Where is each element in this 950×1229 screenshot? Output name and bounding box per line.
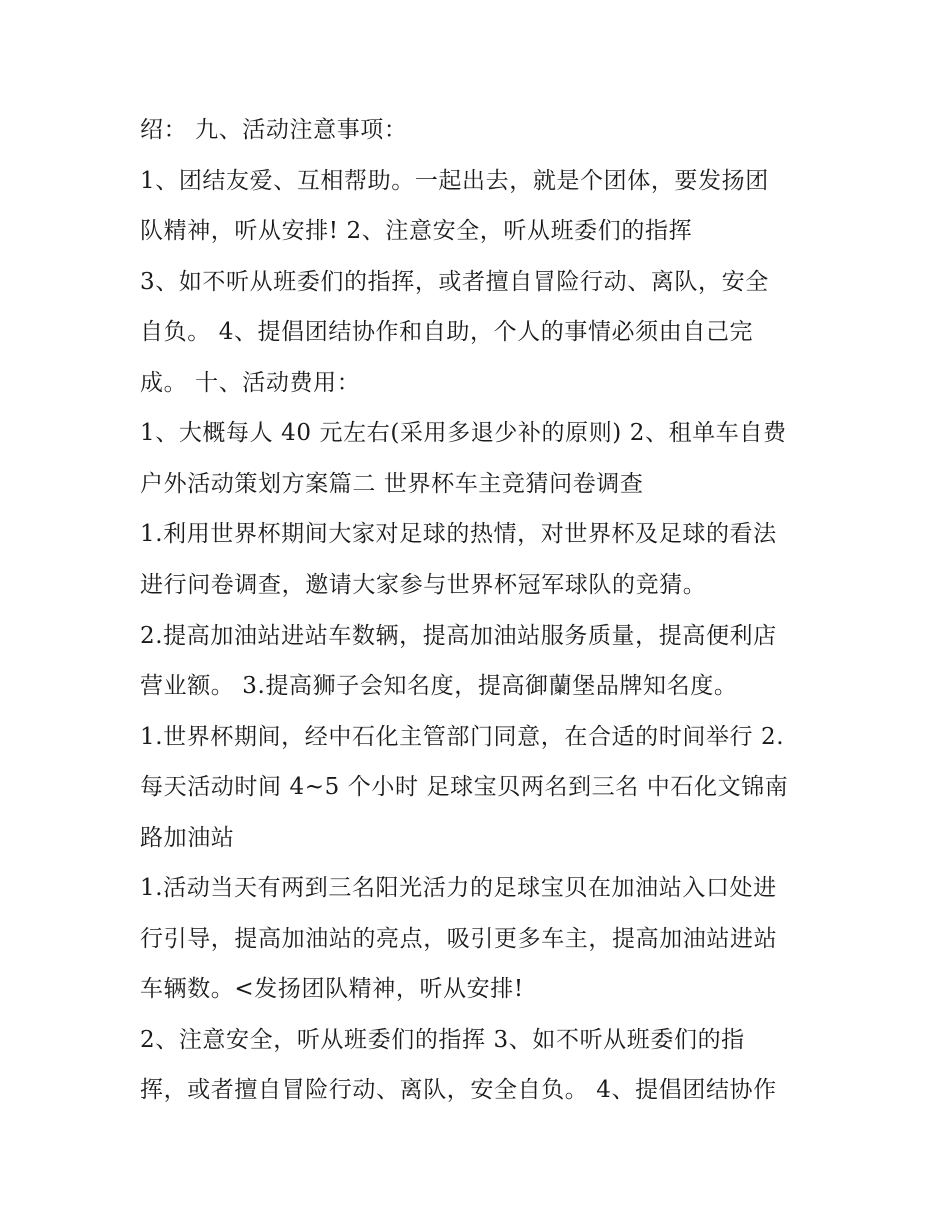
text-line-18: 车辆数。<发扬团队精神，听从安排!: [140, 976, 524, 1002]
text-line-20: 挥，或者擅自冒险行动、离队，安全自负。 4、提倡团结协作: [140, 1077, 777, 1103]
text-line-15: 路加油站: [140, 825, 235, 851]
text-line-16: 1.活动当天有两到三名阳光活力的足球宝贝在加油站入口处进: [140, 875, 777, 901]
text-line-6: 成。 十、活动费用：: [140, 370, 361, 396]
text-line-5: 自负。 4、提倡团结协作和自助，个人的事情必须由自己完: [140, 319, 754, 345]
text-line-3: 队精神，听从安排! 2、注意安全，听从班委们的指挥: [140, 218, 693, 244]
text-line-2: 1、团结友爱、互相帮助。一起出去，就是个团体，要发扬团: [140, 168, 769, 194]
text-line-11: 2.提高加油站进站车数辆，提高加油站服务质量，提高便利店: [140, 623, 777, 649]
text-line-19: 2、注意安全，听从班委们的指挥 3、如不听从班委们的指: [140, 1027, 745, 1053]
text-line-10: 进行问卷调查，邀请大家参与世界杯冠军球队的竞猜。: [140, 572, 707, 598]
text-line-13: 1.世界杯期间，经中石化主管部门同意，在合适的时间举行 2.: [140, 724, 785, 750]
text-line-7: 1、大概每人 40 元左右(采用多退少补的原则) 2、租单车自费: [140, 420, 787, 446]
text-line-14: 每天活动时间 4~5 个小时 足球宝贝两名到三名 中石化文锦南: [140, 774, 789, 800]
text-line-1: 绍： 九、活动注意事项：: [140, 117, 408, 143]
text-line-17: 行引导，提高加油站的亮点，吸引更多车主，提高加油站进站: [140, 926, 778, 952]
text-line-9: 1.利用世界杯期间大家对足球的热情，对世界杯及足球的看法: [140, 521, 777, 547]
text-line-12: 营业额。 3.提高狮子会知名度，提高御蘭堡品牌知名度。: [140, 673, 738, 699]
text-line-4: 3、如不听从班委们的指挥，或者擅自冒险行动、离队，安全: [140, 269, 769, 295]
text-line-8: 户外活动策划方案篇二 世界杯车主竞猜问卷调查: [140, 471, 644, 497]
